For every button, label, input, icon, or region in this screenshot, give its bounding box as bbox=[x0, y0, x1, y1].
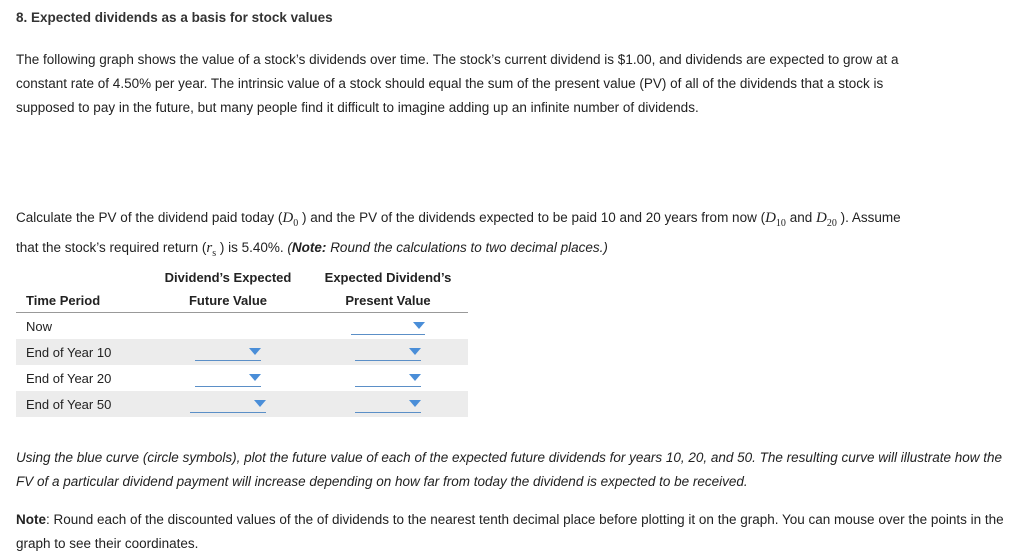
question-title: 8. Expected dividends as a basis for stock values bbox=[16, 10, 333, 25]
table-header-top bbox=[16, 266, 468, 289]
calc-paragraph bbox=[16, 206, 1006, 266]
chevron-down-icon bbox=[249, 374, 261, 381]
rounding-note-text: : Round each of the discounted values of the of dividends to the nearest tenth decimal place before plotting it on the graph. You can mouse over the points in the graph to see their coordinates. bbox=[16, 512, 1004, 551]
fv-cell-now bbox=[148, 313, 308, 340]
calc-text-4: that the stock’s required return ( bbox=[16, 240, 207, 255]
rounding-note-label: Note bbox=[16, 512, 46, 527]
calc-note: (Note: Round the calculations to two decimal places.) bbox=[287, 240, 608, 255]
symbol-d10: $D_{10}$ bbox=[765, 210, 786, 229]
intro-line-2: constant rate of 4.50% per year. The intrinsic value of a stock should equal the sum of the present value (PV) of all of the dividends that a stock is bbox=[16, 76, 884, 91]
header-top-2: Expected Dividend’s bbox=[324, 270, 452, 285]
chevron-down-icon bbox=[249, 348, 261, 355]
pv-year20-dropdown[interactable] bbox=[355, 370, 421, 387]
row-label-now: Now bbox=[26, 318, 53, 334]
pv-now-dropdown[interactable] bbox=[351, 318, 425, 335]
header-time-period: Time Period bbox=[16, 289, 148, 313]
symbol-d0: $D_0$ bbox=[282, 210, 299, 229]
calc-and: and bbox=[789, 210, 813, 225]
pv-year50-dropdown[interactable] bbox=[355, 396, 421, 413]
calc-text-2: ) and the PV of the dividends expected to be paid 10 and 20 years from now ( bbox=[302, 210, 766, 225]
calc-text-1: Calculate the PV of the dividend paid today ( bbox=[16, 210, 283, 225]
header-future-value: Future Value bbox=[148, 289, 308, 313]
header-present-value: Present Value bbox=[308, 289, 468, 313]
dividend-table bbox=[16, 266, 468, 417]
fv-year10-dropdown[interactable] bbox=[195, 344, 261, 361]
row-label-year10: End of Year 10 bbox=[16, 339, 148, 365]
intro-paragraph bbox=[16, 48, 1006, 120]
intro-line-3: supposed to pay in the future, but many people find it difficult to imagine adding up an infinite number of dividends. bbox=[16, 100, 699, 115]
fv-year50-dropdown[interactable] bbox=[190, 396, 266, 413]
chevron-down-icon bbox=[409, 348, 421, 355]
rounding-note bbox=[16, 508, 1006, 556]
header-top-0 bbox=[16, 266, 148, 289]
symbol-rs: $r_s$ bbox=[206, 240, 217, 259]
row-label-year50: End of Year 50 bbox=[16, 391, 148, 417]
calc-text-3: ). Assume bbox=[840, 210, 901, 225]
chevron-down-icon bbox=[409, 400, 421, 407]
intro-line-1: The following graph shows the value of a stock’s dividends over time. The stock’s current dividend is $1.00, and dividends are expected to grow at a bbox=[16, 52, 899, 67]
table-row bbox=[16, 339, 468, 365]
pv-year10-dropdown[interactable] bbox=[355, 344, 421, 361]
table-row bbox=[16, 313, 468, 340]
symbol-d20: $D_{20}$ bbox=[815, 210, 837, 229]
calc-text-5: ) is 5.40%. bbox=[219, 240, 284, 255]
table-header-bottom bbox=[16, 289, 468, 313]
chevron-down-icon bbox=[409, 374, 421, 381]
row-label-year20: End of Year 20 bbox=[26, 370, 112, 386]
chevron-down-icon bbox=[254, 400, 266, 407]
header-top-1: Dividend’s Expected bbox=[164, 270, 292, 285]
fv-year20-dropdown[interactable] bbox=[195, 370, 261, 387]
table-row bbox=[16, 391, 468, 417]
table-row bbox=[16, 365, 468, 391]
chevron-down-icon bbox=[413, 322, 425, 329]
plot-instruction: Using the blue curve (circle symbols), plot the future value of each of the expected future dividends for years 10, 20, and 50. The resulting curve will illustrate how the FV of a particular dividend payment will increase depending on how far from today the dividend is expected to be received. bbox=[16, 450, 1003, 489]
